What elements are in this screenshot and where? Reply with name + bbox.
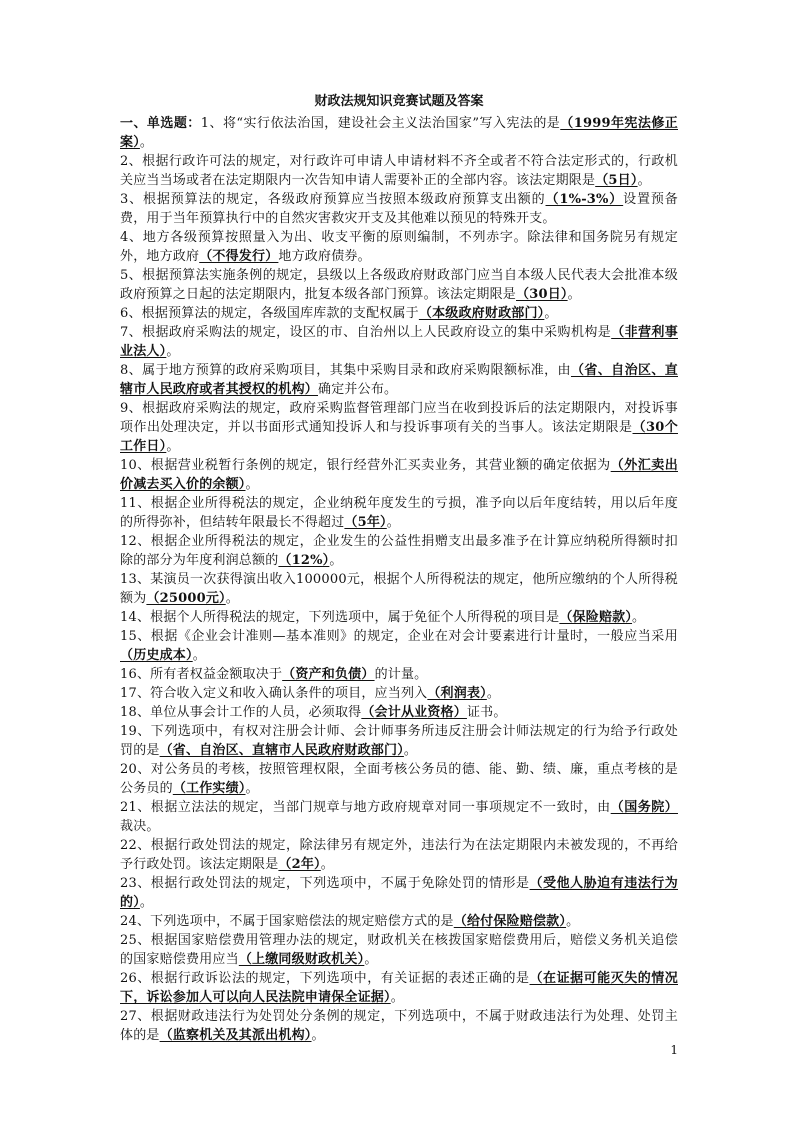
question-item <box>120 228 678 266</box>
question-text: 裁决。 <box>120 819 160 834</box>
answer-text: （保险赔款） <box>559 610 633 625</box>
question-item <box>120 361 678 399</box>
question-item <box>120 494 678 532</box>
question-text: 设置预备费，用于当年预算执行中的自然灾害救灾开支及其他难以预见的特殊开支。 <box>120 192 678 226</box>
question-text: 24、下列选项中，不属于国家赔偿法的规定赔偿方式的是 <box>120 914 454 929</box>
question-text: 。 <box>567 287 581 302</box>
question-text: 13、某演员一次获得演出收入100000元，根据个人所得税法的规定，他所应缴纳的个人所得税额为 <box>120 572 678 606</box>
page-number: 1 <box>670 1043 678 1057</box>
answer-text: （监察机关及其派出机构） <box>159 1028 312 1043</box>
question-text: 。 <box>225 591 239 606</box>
question-text: 23、根据行政处罚法的规定，下列选项中，不属于免除处罚的情形是 <box>120 876 530 891</box>
question-text: 26、根据行政诉讼法的规定，下列选项中，有关证据的表述正确的是 <box>120 971 530 986</box>
answer-text: （不得发行） <box>199 249 279 264</box>
question-text: 12、根据企业所得税法的规定，企业发生的公益性捐赠支出最多准予在计算应纳税所得额时扣除的部分为年度利润总额的 <box>120 534 678 568</box>
question-text: 6、根据预算法的规定，各级国库库款的支配权属于 <box>120 306 419 321</box>
question-item <box>120 152 678 190</box>
question-item <box>120 931 678 969</box>
answer-text: （利润表） <box>427 686 487 701</box>
answer-text: （受他人胁迫有违法行为的） <box>120 876 678 910</box>
answer-text: （25000元） <box>146 591 226 606</box>
question-text: 20、对公务员的考核，按照管理权限，全面考核公务员的德、能、勤、绩、廉，重点考核的是公务员的 <box>120 762 678 796</box>
question-list <box>120 114 678 1045</box>
question-text: 。 <box>386 515 400 530</box>
question-text: 。 <box>166 439 180 454</box>
answer-text: （历史成本） <box>120 648 193 663</box>
question-item <box>120 722 678 760</box>
question-text: 11、根据企业所得税法的规定，企业纳税年度发生的亏损，准予向以后年度结转，用以后年度的所得弥补，但结转年限最长不得超过 <box>120 496 678 530</box>
question-item <box>120 190 678 228</box>
question-text: 。 <box>139 135 154 150</box>
answer-text: （12%） <box>278 553 330 568</box>
question-text: 17、符合收入定义和收入确认条件的项目，应当列入 <box>120 686 428 701</box>
question-text: 5、根据预算法实施条例的规定，县级以上各级政府财政部门应当自本级人民代表大会批准本级政府预算之日起的法定期限内，批复本级各部门预算。该法定期限是 <box>120 268 678 302</box>
answer-text: （省、自治区、直辖市人民政府财政部门） <box>159 743 404 758</box>
question-item <box>120 836 678 874</box>
question-text: 14、根据个人所得税法的规定，下列选项中，属于免征个人所得税的项目是 <box>120 610 560 625</box>
question-text: 的计量。 <box>374 667 428 682</box>
question-text: 。 <box>632 610 646 625</box>
question-text: 。 <box>364 952 378 967</box>
answer-text: （省、自治区、直辖市人民政府或者其授权的机构） <box>120 363 678 397</box>
answer-text: （5年） <box>344 515 387 530</box>
question-item <box>120 323 678 361</box>
question-text: 1、将“实行依法治国，建设社会主义法治国家”写入宪法的是 <box>200 116 561 131</box>
answer-text: （1%-3%） <box>545 192 624 207</box>
question-text: 。 <box>403 743 418 758</box>
question-text: 证书。 <box>466 705 507 720</box>
answer-text: （1999年宪法修正案） <box>120 116 678 150</box>
question-text: 地方政府债券。 <box>278 249 371 264</box>
question-text: 4、地方各级预算按照量入为出、收支平衡的原则编制，不列赤字。除法律和国务院另有规定外，地方政府 <box>120 230 678 264</box>
question-text: 19、下列选项中，有权对注册会计师、会计师事务所违反注册会计师法规定的行为给予行政处罚的是 <box>120 724 678 758</box>
question-text: 22、根据行政处罚法的规定，除法律另有规定外，违法行为在法定期限内未被发现的，不再给予行政处罚。该法定期限是 <box>120 838 678 872</box>
question-text: 。 <box>192 648 206 663</box>
question-text: 。 <box>637 173 651 188</box>
question-text: 。 <box>566 914 580 929</box>
question-item <box>120 703 678 722</box>
answer-text: （国务院） <box>610 800 678 815</box>
question-text: 21、根据立法法的规定，当部门规章与地方政府规章对同一事项规定不一致时，由 <box>120 800 611 815</box>
question-text: 。 <box>166 344 180 359</box>
answer-text: （给付保险赔偿款） <box>453 914 567 929</box>
question-text: 。 <box>320 857 334 872</box>
answer-text: （外汇卖出价减去买入价的余额） <box>120 458 678 492</box>
question-text: 。 <box>311 1028 325 1043</box>
question-item <box>120 532 678 570</box>
question-item <box>120 798 678 836</box>
question-item <box>120 1007 678 1045</box>
question-text: 18、单位从事会计工作的人员，必须取得 <box>120 705 362 720</box>
document-page <box>120 92 678 1045</box>
question-item <box>120 266 678 304</box>
question-text: 8、属于地方预算的政府采购项目，其集中采购目录和政府采购限额标准，由 <box>120 363 571 378</box>
question-item <box>120 627 678 665</box>
answer-text: （上缴同级财政机关） <box>238 952 365 967</box>
question-text: 25、根据国家赔偿费用管理办法的规定，财政机关在核拨国家赔偿费用后，赔偿义务机关追偿的国家赔偿费用应当 <box>120 933 678 967</box>
question-item <box>120 399 678 456</box>
answer-text: （资产和负债） <box>282 667 375 682</box>
answer-text: （在证据可能灭失的情况下，诉讼参加人可以向人民法院申请保全证据） <box>120 971 678 1005</box>
question-text: 9、根据政府采购法的规定，政府采购监督管理部门应当在收到投诉后的法定期限内，对投诉事项作出处理决定，并以书面形式通知投诉人和与投诉事项有关的当事人。该法定期限是 <box>120 401 678 435</box>
question-text: 3、根据预算法的规定，各级政府预算应当按照本级政府预算支出额的 <box>120 192 546 207</box>
question-item <box>120 684 678 703</box>
answer-text: （本级政府财政部门） <box>418 306 545 321</box>
question-item <box>120 114 678 152</box>
question-text: 27、根据财政违法行为处罚处分条例的规定，下列选项中，不属于财政违法行为处理、处罚主体的是 <box>120 1009 678 1043</box>
question-text: 16、所有者权益金额取决于 <box>120 667 283 682</box>
answer-text: （5日） <box>595 173 638 188</box>
answer-text: （非营利事业法人） <box>120 325 678 359</box>
question-text: 。 <box>544 306 558 321</box>
question-item <box>120 570 678 608</box>
question-item <box>120 969 678 1007</box>
question-item <box>120 760 678 798</box>
question-text: 。 <box>245 781 259 796</box>
question-item <box>120 456 678 494</box>
question-text: 。 <box>390 990 404 1005</box>
section-label: 一、单选题： <box>120 116 201 131</box>
answer-text: （会计从业资格） <box>361 705 467 720</box>
document-title: 财政法规知识竞赛试题及答案 <box>314 94 484 109</box>
answer-text: （30个工作日） <box>120 420 678 454</box>
question-item <box>120 665 678 684</box>
question-text: 2、根据行政许可法的规定，对行政许可申请人申请材料不齐全或者不符合法定形式的，行政机关应当当场或者在法定期限内一次告知申请人需要补正的全部内容。该法定期限是 <box>120 154 678 188</box>
question-text: 。 <box>245 477 259 492</box>
question-text: 15、根据《企业会计准则—基本准则》的规定，企业在对会计要素进行计量时，一般应当采用 <box>120 629 678 644</box>
question-item <box>120 912 678 931</box>
answer-text: （2年） <box>278 857 321 872</box>
question-text: 。 <box>329 553 343 568</box>
question-text: 。 <box>139 895 154 910</box>
question-text: 确定并公布。 <box>318 382 398 397</box>
question-item <box>120 608 678 627</box>
question-item <box>120 304 678 323</box>
question-item <box>120 874 678 912</box>
answer-text: （工作实绩） <box>172 781 246 796</box>
answer-text: （30日） <box>516 287 568 302</box>
question-text: 10、根据营业税暂行条例的规定，银行经营外汇买卖业务，其营业额的确定依据为 <box>120 458 611 473</box>
question-text: 7、根据政府采购法的规定，设区的市、自治州以上人民政府设立的集中采购机构是 <box>120 325 612 340</box>
question-text: 。 <box>486 686 501 701</box>
